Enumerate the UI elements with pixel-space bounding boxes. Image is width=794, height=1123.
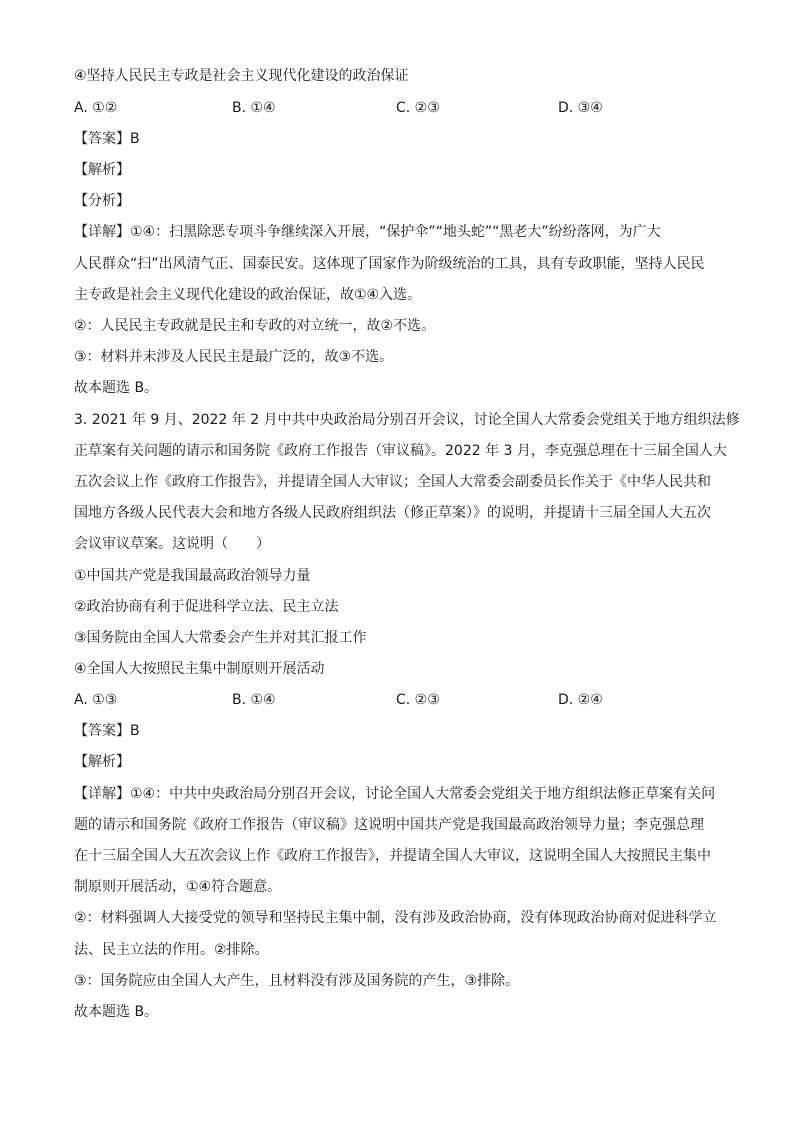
statement-3: ③国务院由全国人大常委会产生并对其汇报工作 [74,630,367,646]
option-a: A. ①③ [74,692,118,708]
question-stem-line: 正草案有关问题的请示和国务院《政府工作报告（审议稿》。2022 年 3 月，李克强总理在十三届全国人大 [74,443,727,459]
detail-line: ③：国务院应由全国人大产生，且材料没有涉及国务院的产生，③排除。 [74,973,520,989]
analysis-heading: 【解析】 [74,754,130,770]
analysis-heading: 【解析】 [74,162,130,178]
detail-line: 【详解】①④：扫黑除恶专项斗争继续深入开展，“保护伞”“地头蛇”“黑老大”纷纷落网，为广大 [74,224,661,240]
option-b: B. ①④ [232,692,276,708]
option-c: C. ②③ [396,100,440,116]
option-b: B. ①④ [232,100,276,116]
question-stem-line: 会议审议草案。这说明（ ） [74,536,270,552]
detail-line: 主专政是社会主义现代化建设的政治保证，故①④入选。 [74,287,422,303]
fenxi-heading: 【分析】 [74,193,130,209]
detail-line: 【详解】①④：中共中央政治局分别召开会议，讨论全国人大常委会党组关于地方组织法修正草案有关问 [74,786,716,802]
option-c: C. ②③ [396,692,440,708]
detail-line: ②：材料强调人大接受党的领导和坚持民主集中制，没有涉及政治协商，没有体现政治协商对促进科学立 [74,910,717,926]
answer-label: 【答案】B [74,723,140,739]
question-stem-line: 五次会议上作《政府工作报告》，并提请全国人大审议；全国人大常委会副委员长作关于《中华人民共和 [74,474,711,490]
statement-2: ②政治协商有利于促进科学立法、民主立法 [74,599,339,615]
statement-4: ④坚持人民民主专政是社会主义现代化建设的政治保证 [74,68,409,84]
conclusion-line: 故本题选 B。 [74,1004,159,1020]
detail-line: 题的请示和国务院《政府工作报告（审议稿》这说明中国共产党是我国最高政治领导力量；李克强总理 [74,817,704,833]
detail-line: 制原则开展活动，①④符合题意。 [74,879,282,895]
option-d: D. ②④ [558,692,603,708]
detail-line: 法、民主立法的作用。②排除。 [74,942,269,958]
question-stem-line: 国地方各级人民代表大会和地方各级人民政府组织法（修正草案）》的说明，并提请十三届全国人大五次 [74,505,711,521]
answer-label: 【答案】B [74,131,140,147]
detail-line: 人民群众“扫”出风清气正、国泰民安。这体现了国家作为阶级统治的工具，具有专政职能，坚持人民民 [74,256,705,272]
conclusion-line: 故本题选 B。 [74,380,159,396]
detail-line: ②：人民民主专政就是民主和专政的对立统一，故②不选。 [74,318,436,334]
statement-4: ④全国人大按照民主集中制原则开展活动 [74,661,325,677]
option-a: A. ①② [74,100,118,116]
detail-line: ③：材料并未涉及人民民主是最广泛的，故③不选。 [74,349,394,365]
option-d: D. ③④ [558,100,603,116]
detail-line: 在十三届全国人大五次会议上作《政府工作报告》，并提请全国人大审议，这说明全国人大按照民主集中 [74,848,711,864]
statement-1: ①中国共产党是我国最高政治领导力量 [74,568,311,584]
question-stem-line: 3. 2021 年 9 月、2022 年 2 月中共中央政治局分别召开会议，讨论全国人大常委会党组关于地方组织法修 [74,412,740,428]
